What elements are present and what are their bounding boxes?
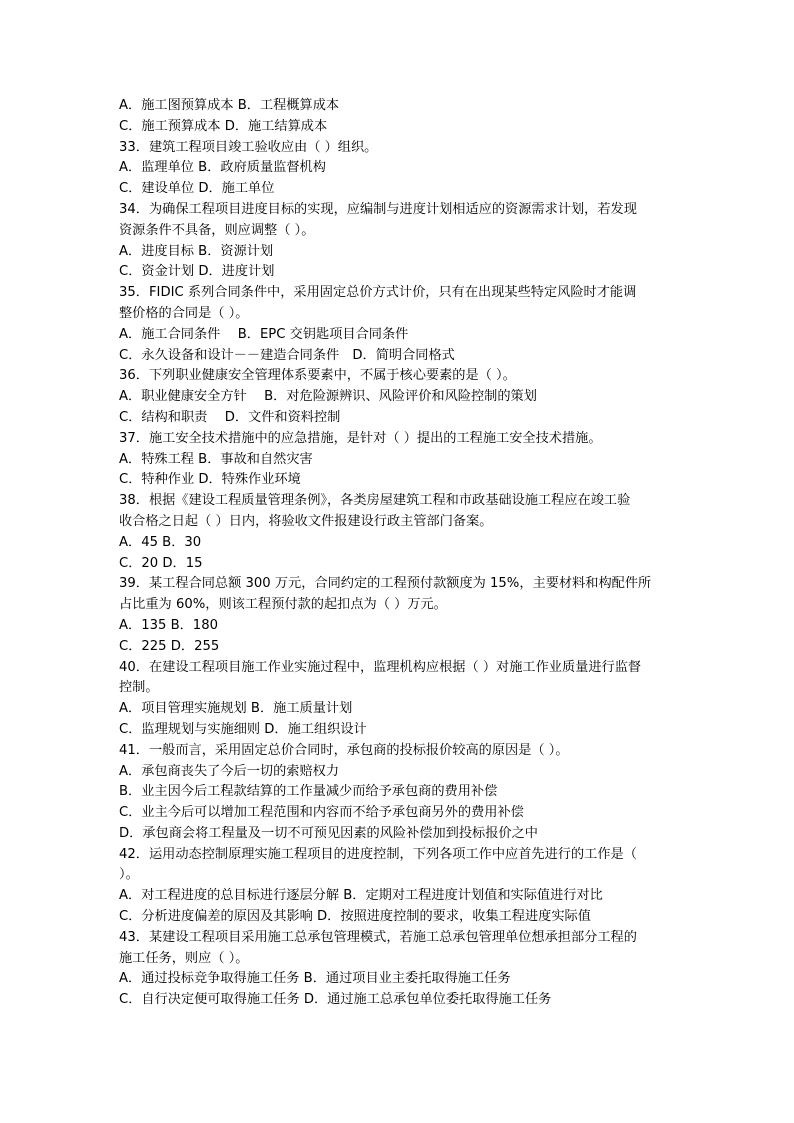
question-36: 36．下列职业健康安全管理体系要素中，不属于核心要素的是（ ）。 <box>119 368 516 384</box>
question-35: 35．FIDIC 系列合同条件中，采用固定总价方式计价，只有在出现某些特定风险时才能调 <box>119 285 637 301</box>
text-line: 收合格之日起（ ）日内，将验收文件报建设行政主管部门备案。 <box>119 513 493 529</box>
text-line: B．业主因今后工程款结算的工作量减少而给予承包商的费用补偿 <box>119 784 498 800</box>
question-42: 42．运用动态控制原理实施工程项目的进度控制，下列各项工作中应首先进行的工作是（ <box>119 846 637 862</box>
text-line: A．承包商丧失了今后一切的索赔权力 <box>119 763 340 779</box>
text-line: A．通过投标竞争取得施工任务 B．通过项目业主委托取得施工任务 <box>119 971 511 987</box>
text-line: A．对工程进度的总目标进行逐层分解 B．定期对工程进度计划值和实际值进行对比 <box>119 888 603 904</box>
question-40: 40．在建设工程项目施工作业实施过程中，监理机构应根据（ ）对施工作业质量进行监督 <box>119 659 642 675</box>
text-line: A．施工图预算成本 B．工程概算成本 <box>119 98 340 113</box>
text-line: A．职业健康安全方针 B．对危险源辨识、风险评价和风险控制的策划 <box>119 389 537 405</box>
text-line: C．业主今后可以增加工程范围和内容而不给予承包商另外的费用补偿 <box>119 805 524 821</box>
text-line: A．监理单位 B．政府质量监督机构 <box>119 160 326 176</box>
text-line: C．20 D．15 <box>119 555 203 571</box>
text-line: D．承包商会将工程量及一切不可预见因素的风险补偿加到投标报价之中 <box>119 825 538 841</box>
text-line: C．分析进度偏差的原因及其影响 D．按照进度控制的要求，收集工程进度实际值 <box>119 909 591 925</box>
text-line: A．45 B．30 <box>119 534 202 550</box>
text-line: 占比重为 60%，则该工程预付款的起扣点为（ ）万元。 <box>119 597 447 613</box>
text-line: 控制。 <box>119 680 159 696</box>
text-line: C．建设单位 D．施工单位 <box>119 181 275 197</box>
text-line: C．225 D．255 <box>119 638 220 654</box>
text-line: A．施工合同条件 B．EPC 交钥匙项目合同条件 <box>119 326 409 342</box>
text-line: A．135 B．180 <box>119 617 218 633</box>
text-line: C．施工预算成本 D．施工结算成本 <box>119 118 328 134</box>
text-line: C．监理规划与实施细则 D．施工组织设计 <box>119 721 367 737</box>
text-line: C．永久设备和设计－－建造合同条件 D．简明合同格式 <box>119 347 455 363</box>
text-line: A．特殊工程 B．事故和自然灾害 <box>119 451 313 467</box>
text-line: C．资金计划 D．进度计划 <box>119 264 275 280</box>
text-line: C．特种作业 D．特殊作业环境 <box>119 472 301 488</box>
text-line: 资源条件不具备，则应调整（ ）。 <box>119 222 315 238</box>
question-34: 34．为确保工程项目进度目标的实现，应编制与进度计划相适应的资源需求计划，若发现 <box>119 201 637 217</box>
text-line: ）。 <box>119 867 139 883</box>
document-body <box>119 96 679 1011</box>
question-37: 37．施工安全技术措施中的应急措施，是针对（ ）提出的工程施工安全技术措施。 <box>119 430 602 446</box>
text-line: C．结构和职责 D．文件和资料控制 <box>119 409 341 425</box>
question-41: 41．一般而言，采用固定总价合同时，承包商的投标报价较高的原因是（ ）。 <box>119 742 569 758</box>
question-39: 39．某工程合同总额 300 万元，合同约定的工程预付款额度为 15%，主要材料和构配件所 <box>119 576 652 592</box>
question-38: 38．根据《建设工程质量管理条例》，各类房屋建筑工程和市政基础设施工程应在竣工验 <box>119 493 631 509</box>
text-line: A．进度目标 B．资源计划 <box>119 243 274 259</box>
text-line: C．自行决定便可取得施工任务 D．通过施工总承包单位委托取得施工任务 <box>119 992 552 1008</box>
question-43: 43．某建设工程项目采用施工总承包管理模式，若施工总承包管理单位想承担部分工程的 <box>119 929 637 945</box>
question-33: 33．建筑工程项目竣工验收应由（ ）组织。 <box>119 139 378 155</box>
text-line: A．项目管理实施规划 B．施工质量计划 <box>119 701 353 717</box>
text-line: 整价格的合同是（ ）。 <box>119 305 249 321</box>
text-line: 施工任务，则应（ ）。 <box>119 950 249 966</box>
